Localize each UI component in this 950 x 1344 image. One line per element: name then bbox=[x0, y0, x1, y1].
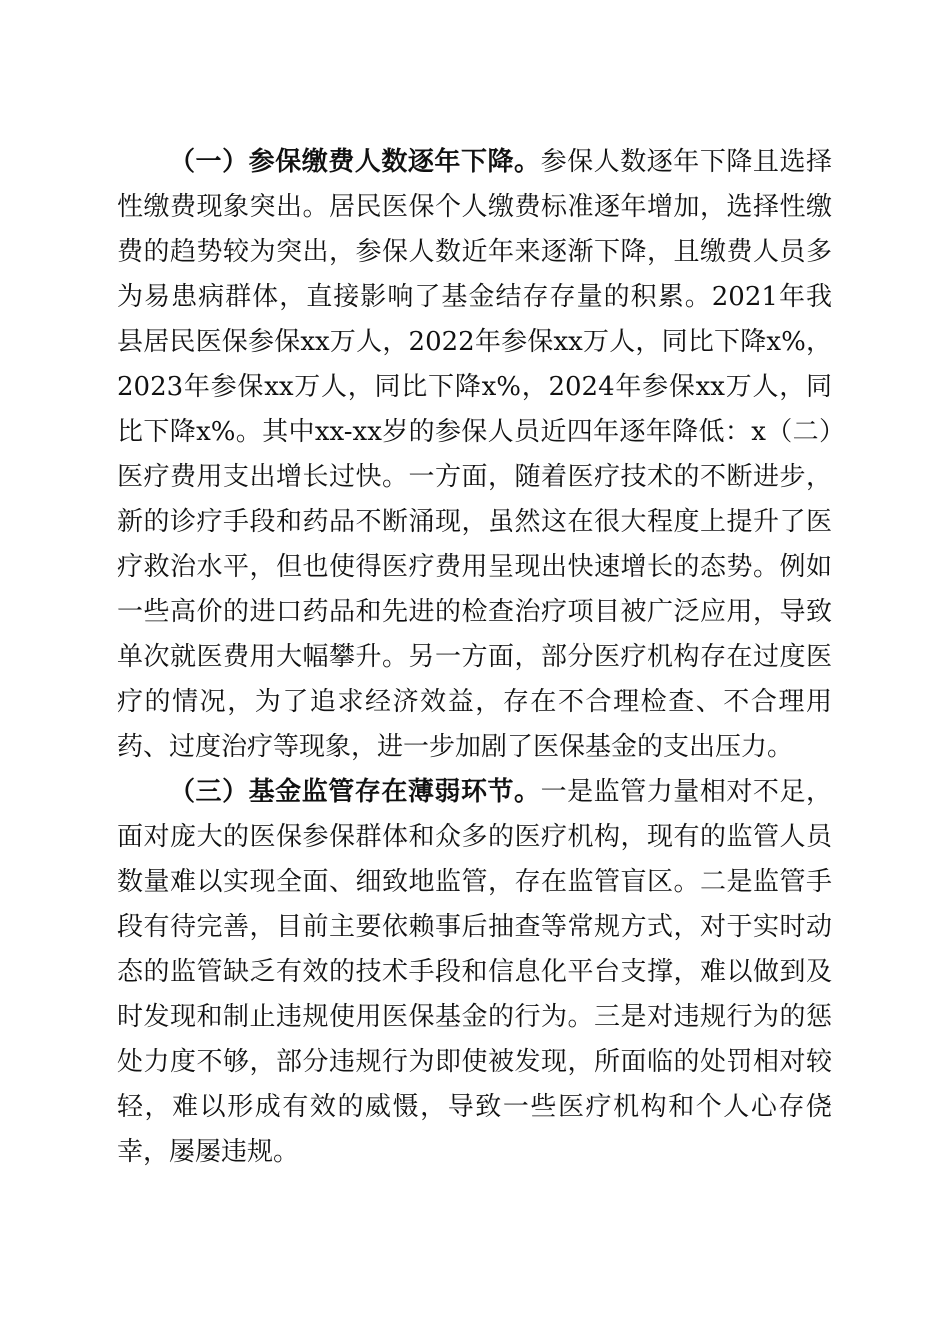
section-heading-1: （一）参保缴费人数逐年下降。 bbox=[169, 147, 541, 177]
document-page bbox=[117, 140, 832, 1175]
section-heading-3: （三）基金监管存在薄弱环节。 bbox=[169, 777, 541, 807]
paragraph-1-body: 参保人数逐年下降且选择性缴费现象突出。居民医保个人缴费标准逐年增加，选择性缴费的趋势较为突出，参保人数近年来逐渐下降，且缴费人员多为易患病群体，直接影响了基金结存存量的积累。2021年我县居民医保参保xx万人，2022年参保xx万人，同比下降x%，2023年参保xx万人，同比下降x%，2024年参保xx万人，同比下降x%。其中xx-xx岁的参保人员近四年逐年降低：x（二）医疗费用支出增长过快。一方面，随着医疗技术的不断进步，新的诊疗手段和药品不断涌现，虽然这在很大程度上提升了医疗救治水平，但也使得医疗费用呈现出快速增长的态势。例如一些高价的进口药品和先进的检查治疗项目被广泛应用，导致单次就医费用大幅攀升。另一方面，部分医疗机构存在过度医疗的情况，为了追求经济效益，存在不合理检查、不合理用药、过度治疗等现象，进一步加剧了医保基金的支出压力。 bbox=[117, 147, 832, 762]
paragraph-2-body: 一是监管力量相对不足，面对庞大的医保参保群体和众多的医疗机构，现有的监管人员数量难以实现全面、细致地监管，存在监管盲区。二是监管手段有待完善，目前主要依赖事后抽查等常规方式，对于实时动态的监管缺乏有效的技术手段和信息化平台支撑，难以做到及时发现和制止违规使用医保基金的行为。三是对违规行为的惩处力度不够，部分违规行为即使被发现，所面临的处罚相对较轻，难以形成有效的威慑，导致一些医疗机构和个人心存侥幸，屡屡违规。 bbox=[117, 777, 832, 1167]
paragraph-2 bbox=[117, 770, 832, 1175]
paragraph-1 bbox=[117, 140, 832, 770]
